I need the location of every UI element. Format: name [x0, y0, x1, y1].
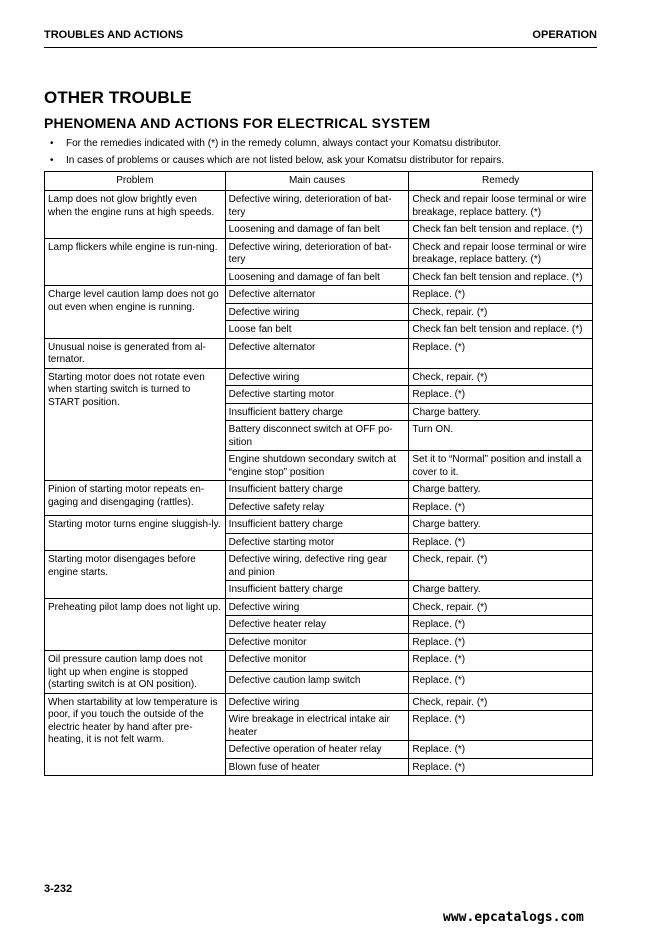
- trouble-table: [44, 171, 593, 776]
- page-title: OTHER TROUBLE: [44, 88, 192, 107]
- cause-cell: Battery disconnect switch at OFF po-sition: [225, 421, 409, 451]
- problem-cell: Oil pressure caution lamp does not light up when engine is stopped (starting switch is at ON position).: [45, 651, 226, 694]
- table-row: [45, 338, 593, 368]
- table-row: [45, 286, 593, 304]
- cause-cell: Insufficient battery charge: [225, 516, 409, 534]
- cause-cell: Defective wiring, deterioration of bat-tery: [225, 238, 409, 268]
- note-text: For the remedies indicated with (*) in the remedy column, always contact your Komatsu distributor.: [66, 138, 502, 149]
- remedy-cell: Turn ON.: [409, 421, 593, 451]
- problem-cell: Charge level caution lamp does not go out even when engine is running.: [45, 286, 226, 339]
- cause-cell: Insufficient battery charge: [225, 481, 409, 499]
- remedy-cell: Replace. (*): [409, 741, 593, 759]
- remedy-cell: Check, repair. (*): [409, 551, 593, 581]
- note-list: [50, 135, 504, 169]
- page-header: [44, 29, 597, 48]
- bullet-icon: •: [50, 138, 54, 149]
- problem-cell: When startability at low temperature is poor, if you touch the outside of the electric heater by hand after pre-heating, it is not felt warm.: [45, 693, 226, 776]
- problem-cell: Lamp flickers while engine is run-ning.: [45, 238, 226, 286]
- cause-cell: Defective wiring: [225, 303, 409, 321]
- cause-cell: Defective wiring: [225, 693, 409, 711]
- note-item: [50, 135, 504, 152]
- cause-cell: Defective wiring, defective ring gear and pinion: [225, 551, 409, 581]
- cause-cell: Blown fuse of heater: [225, 758, 409, 776]
- table-row: [45, 551, 593, 581]
- cause-cell: Defective safety relay: [225, 498, 409, 516]
- remedy-cell: Replace. (*): [409, 498, 593, 516]
- remedy-cell: Replace. (*): [409, 672, 593, 693]
- column-header-problem: Problem: [45, 172, 226, 191]
- cause-cell: Defective operation of heater relay: [225, 741, 409, 759]
- remedy-cell: Check, repair. (*): [409, 598, 593, 616]
- remedy-cell: Charge battery.: [409, 481, 593, 499]
- remedy-cell: Replace. (*): [409, 758, 593, 776]
- remedy-cell: Replace. (*): [409, 711, 593, 741]
- remedy-cell: Charge battery.: [409, 516, 593, 534]
- table-row: [45, 238, 593, 268]
- cause-cell: Defective caution lamp switch: [225, 672, 409, 693]
- remedy-cell: Replace. (*): [409, 533, 593, 551]
- remedy-cell: Check fan belt tension and replace. (*): [409, 268, 593, 286]
- cause-cell: Defective alternator: [225, 338, 409, 368]
- cause-cell: Insufficient battery charge: [225, 403, 409, 421]
- page-number: 3-232: [44, 883, 73, 895]
- remedy-cell: Set it to “Normal” position and install a cover to it.: [409, 451, 593, 481]
- table-header-row: [45, 172, 593, 191]
- problem-cell: Starting motor disengages before engine starts.: [45, 551, 226, 599]
- note-item: [50, 152, 504, 169]
- remedy-cell: Check and repair loose terminal or wire breakage, replace battery. (*): [409, 238, 593, 268]
- cause-cell: Defective heater relay: [225, 616, 409, 634]
- page-subtitle: PHENOMENA AND ACTIONS FOR ELECTRICAL SYSTEM: [44, 115, 431, 131]
- remedy-cell: Check, repair. (*): [409, 368, 593, 386]
- remedy-cell: Replace. (*): [409, 633, 593, 651]
- cause-cell: Defective wiring: [225, 598, 409, 616]
- chapter-title: OPERATION: [532, 29, 597, 41]
- cause-cell: Defective starting motor: [225, 386, 409, 404]
- remedy-cell: Replace. (*): [409, 651, 593, 672]
- cause-cell: Loose fan belt: [225, 321, 409, 339]
- cause-cell: Defective alternator: [225, 286, 409, 304]
- remedy-cell: Replace. (*): [409, 338, 593, 368]
- problem-cell: Preheating pilot lamp does not light up.: [45, 598, 226, 651]
- remedy-cell: Charge battery.: [409, 581, 593, 599]
- remedy-cell: Check fan belt tension and replace. (*): [409, 221, 593, 239]
- problem-cell: Pinion of starting motor repeats en-gaging and disengaging (rattles).: [45, 481, 226, 516]
- remedy-cell: Charge battery.: [409, 403, 593, 421]
- cause-cell: Insufficient battery charge: [225, 581, 409, 599]
- table-row: [45, 693, 593, 711]
- cause-cell: Defective wiring, deterioration of bat-tery: [225, 191, 409, 221]
- bullet-icon: •: [50, 155, 54, 166]
- cause-cell: Defective starting motor: [225, 533, 409, 551]
- section-title: TROUBLES AND ACTIONS: [44, 29, 184, 41]
- remedy-cell: Check, repair. (*): [409, 693, 593, 711]
- remedy-cell: Replace. (*): [409, 616, 593, 634]
- column-header-causes: Main causes: [225, 172, 409, 191]
- problem-cell: Starting motor turns engine sluggish-ly.: [45, 516, 226, 551]
- table-row: [45, 516, 593, 534]
- cause-cell: Wire breakage in electrical intake air heater: [225, 711, 409, 741]
- cause-cell: Defective monitor: [225, 633, 409, 651]
- cause-cell: Defective monitor: [225, 651, 409, 672]
- remedy-cell: Replace. (*): [409, 286, 593, 304]
- remedy-cell: Replace. (*): [409, 386, 593, 404]
- remedy-cell: Check fan belt tension and replace. (*): [409, 321, 593, 339]
- cause-cell: Loosening and damage of fan belt: [225, 221, 409, 239]
- problem-cell: Lamp does not glow brightly even when the engine runs at high speeds.: [45, 191, 226, 239]
- cause-cell: Loosening and damage of fan belt: [225, 268, 409, 286]
- problem-cell: Unusual noise is generated from al-ternator.: [45, 338, 226, 368]
- note-text: In cases of problems or causes which are not listed below, ask your Komatsu distributor for repairs.: [66, 155, 504, 166]
- table-row: [45, 651, 593, 672]
- table-row: [45, 368, 593, 386]
- table-row: [45, 598, 593, 616]
- remedy-cell: Check and repair loose terminal or wire breakage, replace battery. (*): [409, 191, 593, 221]
- cause-cell: Engine shutdown secondary switch at “engine stop” position: [225, 451, 409, 481]
- problem-cell: Starting motor does not rotate even when starting switch is turned to START position.: [45, 368, 226, 481]
- remedy-cell: Check, repair. (*): [409, 303, 593, 321]
- watermark-text: www.epcatalogs.com: [443, 910, 584, 925]
- cause-cell: Defective wiring: [225, 368, 409, 386]
- column-header-remedy: Remedy: [409, 172, 593, 191]
- table-row: [45, 481, 593, 499]
- table-row: [45, 191, 593, 221]
